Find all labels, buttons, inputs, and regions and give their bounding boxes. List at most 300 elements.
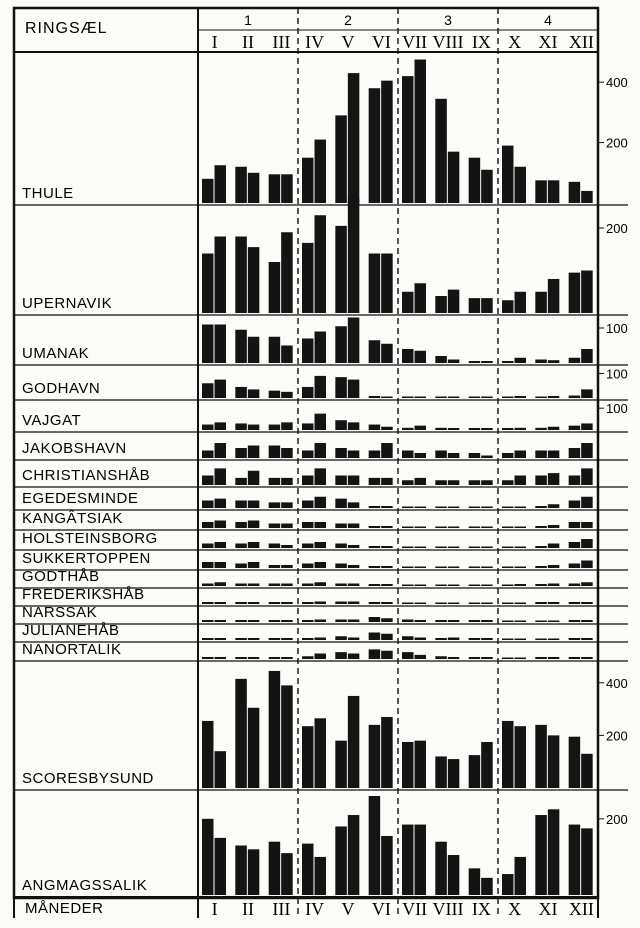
quarter-label: 2 bbox=[344, 12, 352, 28]
bar bbox=[348, 545, 360, 548]
bar bbox=[481, 527, 493, 529]
bar bbox=[515, 603, 527, 605]
bar bbox=[202, 383, 214, 398]
bar bbox=[281, 620, 293, 622]
station-rows bbox=[22, 60, 628, 895]
bar bbox=[548, 451, 560, 459]
bar bbox=[269, 657, 281, 659]
bar bbox=[381, 546, 393, 548]
bar bbox=[235, 638, 247, 640]
bar bbox=[315, 215, 327, 313]
bar bbox=[281, 584, 293, 587]
bar bbox=[235, 846, 247, 896]
bar bbox=[402, 825, 414, 895]
bar bbox=[315, 522, 327, 528]
bar bbox=[502, 603, 514, 605]
bar bbox=[415, 351, 427, 363]
bar bbox=[569, 564, 581, 569]
bar bbox=[369, 796, 381, 895]
bar bbox=[369, 506, 381, 508]
bar bbox=[269, 174, 281, 203]
bar bbox=[202, 602, 214, 604]
bar bbox=[448, 759, 460, 788]
bar bbox=[202, 562, 214, 568]
station-label: UMANAK bbox=[22, 345, 90, 362]
month-label: XII bbox=[568, 32, 594, 52]
bar bbox=[569, 396, 581, 398]
bar bbox=[202, 544, 214, 549]
month-label: X bbox=[508, 899, 522, 919]
bar bbox=[435, 296, 447, 313]
bar bbox=[581, 828, 593, 895]
bar bbox=[502, 547, 514, 549]
bar bbox=[335, 620, 347, 623]
bar bbox=[248, 471, 259, 485]
bar bbox=[448, 453, 460, 458]
bar bbox=[548, 621, 560, 623]
bar bbox=[469, 567, 481, 569]
bar bbox=[348, 502, 360, 508]
y-tick-label: 400 bbox=[606, 675, 628, 691]
bar bbox=[435, 451, 447, 459]
month-label: III bbox=[272, 899, 291, 919]
bar bbox=[502, 639, 514, 641]
bar bbox=[369, 584, 381, 586]
bar bbox=[302, 584, 314, 587]
bar bbox=[335, 448, 347, 458]
bar bbox=[348, 654, 360, 660]
bar bbox=[269, 502, 281, 508]
bar bbox=[302, 158, 314, 203]
bar bbox=[515, 621, 527, 623]
y-tick-label: 200 bbox=[606, 728, 628, 744]
station-label: KANGÂTSIAK bbox=[22, 510, 123, 527]
month-label: I bbox=[211, 32, 218, 52]
bar bbox=[202, 179, 214, 203]
bar bbox=[581, 657, 593, 659]
bar bbox=[202, 620, 214, 622]
bar bbox=[435, 842, 447, 895]
bar bbox=[535, 397, 547, 399]
bar bbox=[481, 298, 493, 313]
bar bbox=[248, 173, 259, 203]
bar bbox=[502, 621, 514, 623]
bar bbox=[548, 602, 560, 604]
bar bbox=[302, 726, 314, 788]
bar bbox=[269, 446, 281, 459]
bar bbox=[535, 451, 547, 459]
bar bbox=[281, 565, 293, 568]
bar bbox=[469, 397, 481, 399]
bar bbox=[348, 422, 360, 430]
bar bbox=[469, 158, 481, 203]
bar bbox=[248, 337, 259, 363]
bar bbox=[302, 451, 314, 459]
station-label: ANGMAGSSALIK bbox=[22, 877, 148, 894]
bar bbox=[302, 243, 314, 313]
bar bbox=[415, 507, 427, 509]
station-row bbox=[22, 550, 593, 568]
bar bbox=[348, 584, 360, 587]
bar bbox=[335, 652, 347, 659]
bar bbox=[248, 657, 259, 659]
y-tick-label: 100 bbox=[606, 321, 628, 336]
bar bbox=[548, 584, 560, 587]
bar bbox=[448, 603, 460, 605]
bar bbox=[215, 237, 227, 314]
bar bbox=[548, 427, 560, 430]
bar bbox=[235, 167, 247, 203]
bar bbox=[335, 636, 347, 640]
bar bbox=[481, 657, 493, 659]
month-label: VI bbox=[371, 32, 391, 52]
bar bbox=[448, 567, 460, 569]
bar bbox=[569, 476, 581, 486]
month-label: VIII bbox=[432, 32, 464, 52]
month-label: II bbox=[242, 32, 254, 52]
bar bbox=[235, 679, 247, 788]
bar bbox=[515, 567, 527, 569]
bar bbox=[502, 300, 514, 313]
bar bbox=[502, 146, 514, 203]
bar bbox=[569, 358, 581, 363]
bar bbox=[315, 654, 327, 660]
bar bbox=[248, 501, 259, 509]
bar bbox=[202, 657, 214, 659]
bar bbox=[415, 825, 427, 895]
station-row bbox=[22, 467, 593, 485]
bar bbox=[335, 377, 347, 398]
bar bbox=[415, 478, 427, 485]
bar bbox=[302, 638, 314, 640]
bar bbox=[369, 425, 381, 430]
bar bbox=[481, 507, 493, 509]
bar bbox=[281, 392, 293, 398]
bar bbox=[581, 423, 593, 430]
bar bbox=[348, 451, 360, 459]
bar bbox=[248, 425, 259, 430]
station-row bbox=[22, 586, 593, 604]
bar bbox=[435, 603, 447, 605]
bar bbox=[235, 620, 247, 622]
bar bbox=[348, 524, 360, 529]
bar bbox=[435, 527, 447, 529]
bar bbox=[502, 874, 514, 895]
bar bbox=[381, 566, 393, 568]
bar bbox=[402, 76, 414, 203]
bar bbox=[235, 237, 247, 314]
bar bbox=[448, 290, 460, 313]
bar bbox=[481, 397, 493, 399]
bar bbox=[448, 855, 460, 895]
bar bbox=[548, 180, 560, 203]
bar bbox=[481, 567, 493, 569]
bar bbox=[281, 657, 293, 659]
bar bbox=[248, 247, 259, 313]
bar bbox=[402, 527, 414, 529]
bar bbox=[448, 360, 460, 364]
bar bbox=[215, 562, 227, 568]
bar bbox=[302, 501, 314, 509]
bar bbox=[481, 742, 493, 788]
bar bbox=[469, 620, 481, 622]
bar bbox=[481, 603, 493, 605]
bar bbox=[281, 232, 293, 313]
bar bbox=[215, 542, 227, 548]
station-row bbox=[22, 490, 593, 508]
bar bbox=[481, 878, 493, 895]
bar bbox=[281, 638, 293, 640]
bar bbox=[202, 476, 214, 486]
bar bbox=[369, 546, 381, 548]
bar bbox=[248, 620, 259, 622]
bar bbox=[281, 602, 293, 604]
bar bbox=[569, 620, 581, 622]
bar bbox=[448, 428, 460, 430]
bar bbox=[248, 849, 259, 895]
bar bbox=[269, 638, 281, 640]
month-labels-bottom bbox=[212, 899, 594, 919]
bar bbox=[515, 507, 527, 509]
bar bbox=[381, 526, 393, 528]
bar bbox=[481, 620, 493, 622]
bar bbox=[569, 737, 581, 788]
bar bbox=[469, 638, 481, 640]
bar bbox=[348, 638, 360, 641]
bar bbox=[315, 638, 327, 641]
bar bbox=[515, 639, 527, 641]
bar bbox=[381, 651, 393, 659]
bar bbox=[202, 584, 214, 587]
bar bbox=[269, 671, 281, 788]
bar bbox=[302, 387, 314, 398]
bar bbox=[515, 428, 527, 430]
bar bbox=[281, 685, 293, 788]
bar bbox=[402, 292, 414, 313]
bar bbox=[335, 584, 347, 587]
bar bbox=[302, 476, 314, 486]
station-row bbox=[22, 622, 593, 640]
bar bbox=[435, 397, 447, 399]
bar bbox=[381, 602, 393, 604]
bar bbox=[515, 726, 527, 788]
bar bbox=[381, 427, 393, 430]
station-label: GODTHÅB bbox=[22, 568, 100, 585]
bar bbox=[369, 88, 381, 203]
bar bbox=[581, 539, 593, 548]
months-axis-label: MÅNEDER bbox=[25, 900, 104, 917]
bar bbox=[369, 254, 381, 314]
bar bbox=[548, 544, 560, 549]
month-label: VII bbox=[402, 899, 428, 919]
bar bbox=[269, 565, 281, 568]
bar bbox=[435, 507, 447, 509]
bar bbox=[435, 547, 447, 549]
bar bbox=[369, 633, 381, 641]
station-row bbox=[22, 568, 593, 586]
bar bbox=[215, 380, 227, 398]
station-row bbox=[22, 796, 628, 895]
bar bbox=[348, 696, 360, 788]
bar bbox=[235, 478, 247, 485]
bar bbox=[302, 844, 314, 895]
bar bbox=[202, 721, 214, 788]
bar bbox=[369, 451, 381, 459]
bar bbox=[202, 819, 214, 895]
bar bbox=[381, 584, 393, 586]
bar bbox=[215, 165, 227, 203]
month-label: IV bbox=[305, 899, 325, 919]
bar bbox=[281, 545, 293, 548]
bar bbox=[515, 857, 527, 895]
month-label: VI bbox=[371, 899, 391, 919]
bar bbox=[435, 428, 447, 430]
bar bbox=[469, 507, 481, 509]
bar bbox=[202, 501, 214, 509]
bar bbox=[415, 741, 427, 788]
chart-title: RINGSÆL bbox=[25, 20, 108, 37]
station-label: EGEDESMINDE bbox=[22, 490, 139, 507]
bar bbox=[248, 521, 259, 529]
bar bbox=[502, 721, 514, 788]
bar bbox=[248, 542, 259, 548]
bar bbox=[435, 585, 447, 587]
bar bbox=[569, 273, 581, 313]
bar bbox=[402, 620, 414, 623]
bar bbox=[535, 815, 547, 895]
bar bbox=[515, 167, 527, 203]
bar bbox=[569, 584, 581, 587]
bar bbox=[235, 544, 247, 549]
bar bbox=[481, 638, 493, 640]
bar bbox=[402, 451, 414, 459]
bar bbox=[569, 825, 581, 895]
bar bbox=[435, 656, 447, 659]
bar bbox=[548, 504, 560, 508]
bar bbox=[381, 836, 393, 895]
bar bbox=[569, 522, 581, 528]
bar bbox=[215, 499, 227, 508]
bar bbox=[269, 262, 281, 313]
bar bbox=[335, 741, 347, 788]
bar bbox=[569, 426, 581, 430]
bar bbox=[448, 480, 460, 485]
bar bbox=[535, 360, 547, 364]
station-row bbox=[22, 198, 628, 313]
bar bbox=[569, 182, 581, 203]
bar bbox=[302, 522, 314, 528]
bar bbox=[348, 73, 360, 203]
bar bbox=[369, 649, 381, 659]
bar bbox=[315, 562, 327, 568]
bar bbox=[548, 565, 560, 568]
bar bbox=[515, 358, 527, 363]
bar bbox=[369, 602, 381, 604]
bar bbox=[515, 584, 527, 586]
bar bbox=[481, 480, 493, 485]
bar bbox=[535, 584, 547, 586]
bar bbox=[235, 522, 247, 528]
bar bbox=[515, 451, 527, 459]
bar bbox=[569, 657, 581, 659]
month-labels-top bbox=[212, 32, 594, 52]
bar bbox=[581, 754, 593, 788]
bar bbox=[469, 755, 481, 788]
month-label: VII bbox=[402, 32, 428, 52]
bar bbox=[215, 521, 227, 529]
quarter-label: 3 bbox=[444, 12, 452, 28]
bar bbox=[402, 397, 414, 399]
station-row bbox=[22, 604, 593, 622]
bar bbox=[548, 525, 560, 528]
y-tick-label: 200 bbox=[606, 221, 628, 236]
bar bbox=[535, 180, 547, 203]
bar bbox=[302, 620, 314, 622]
bar bbox=[281, 524, 293, 529]
bar bbox=[215, 620, 227, 622]
month-label: VIII bbox=[432, 899, 464, 919]
bar bbox=[369, 478, 381, 485]
bar bbox=[535, 657, 547, 659]
bar bbox=[548, 735, 560, 788]
bar bbox=[202, 522, 214, 528]
station-label: FREDERIKSHÅB bbox=[22, 586, 145, 603]
y-tick-label: 100 bbox=[606, 401, 628, 417]
bar bbox=[315, 497, 327, 508]
bar bbox=[281, 853, 293, 895]
bar bbox=[435, 567, 447, 569]
bar bbox=[448, 547, 460, 549]
bar bbox=[381, 618, 393, 622]
station-row bbox=[22, 440, 593, 458]
bar bbox=[469, 585, 481, 587]
bar bbox=[548, 279, 560, 313]
bar bbox=[435, 756, 447, 788]
bar bbox=[235, 564, 247, 569]
bar bbox=[215, 325, 227, 364]
month-label: IX bbox=[471, 32, 491, 52]
bar bbox=[302, 656, 314, 659]
quarter-label: 1 bbox=[244, 12, 252, 28]
bar bbox=[335, 115, 347, 203]
bar bbox=[448, 638, 460, 641]
bar bbox=[335, 826, 347, 895]
bar bbox=[581, 602, 593, 604]
bar bbox=[369, 526, 381, 528]
bar bbox=[248, 584, 259, 587]
bar bbox=[248, 638, 259, 640]
bar bbox=[215, 468, 227, 485]
bar bbox=[335, 602, 347, 605]
bar bbox=[515, 476, 527, 486]
bar bbox=[369, 566, 381, 568]
station-label: NARSSAK bbox=[22, 604, 98, 621]
bar bbox=[235, 423, 247, 430]
y-tick-label: 400 bbox=[606, 75, 628, 91]
bar bbox=[235, 602, 247, 604]
bar bbox=[302, 602, 314, 604]
bar bbox=[402, 349, 414, 363]
month-label: XII bbox=[568, 899, 594, 919]
bar bbox=[235, 330, 247, 363]
bar bbox=[235, 387, 247, 398]
month-label: II bbox=[242, 899, 254, 919]
bar bbox=[469, 547, 481, 549]
bar bbox=[348, 198, 360, 313]
bar bbox=[348, 620, 360, 623]
bar bbox=[535, 602, 547, 604]
bar bbox=[348, 815, 360, 895]
